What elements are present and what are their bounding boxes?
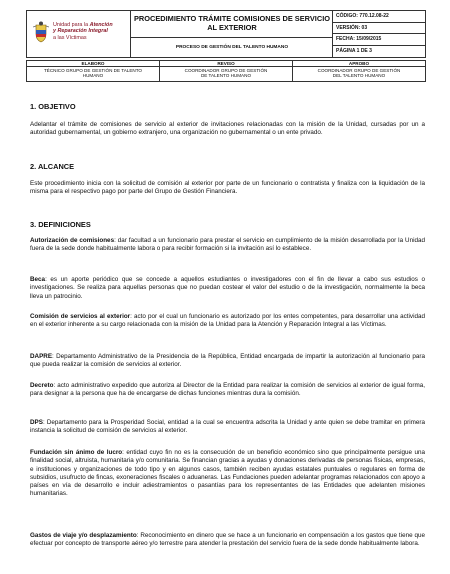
elaboro-role — [27, 67, 159, 79]
aprobo-role-line2: DEL TALENTO HUMANO — [332, 73, 386, 79]
section-alcance-heading: 2. ALCANCE — [30, 162, 75, 171]
aprobo-role-line1: COORDINADOR GRUPO DE GESTIÓN — [317, 68, 401, 73]
definition-autorizacion — [30, 237, 425, 254]
definition-comision — [30, 313, 425, 330]
section-definiciones-heading: 3. DEFINICIONES — [30, 220, 91, 229]
definition-term: DPS — [30, 419, 43, 426]
organization-logo-text — [53, 22, 129, 41]
org-line-4: a las Víctimas — [53, 34, 87, 41]
definition-term: Autorización de comisiones — [30, 237, 115, 244]
definition-term: Gastos de viaje y/o desplazamiento — [30, 532, 137, 539]
org-line-1: Unidad para la — [53, 22, 89, 28]
aprobo-column — [293, 61, 425, 81]
document-version: VERSIÓN: 03 — [333, 23, 426, 35]
document-code: CÓDIGO: 770.12.08-22 — [333, 11, 426, 23]
section-objetivo-text: Adelantar el trámite de comisiones de servicio al exterior de invitaciones relacionadas con la misión de la Unidad, cursadas por un a autoridad gubernamental, un gobierno extranjero, una organización no gubernamental o un ente privado. — [30, 121, 425, 137]
reviso-label: REVISO — [160, 61, 292, 67]
elaboro-label: ELABORO — [27, 61, 159, 67]
page-number: PÁGINA 1 DE 3 — [336, 47, 372, 54]
section-objetivo-heading: 1. OBJETIVO — [30, 102, 76, 111]
definition-text: : entidad cuyo fin no es la consecución de un beneficio económico sino que principalmente persigue una finalidad social, altruista, humanitaria y/o comunitaria. Se financian gracias a ayudas y donaciones derivadas de personas físicas, empresas, e instituciones y organizaciones de todo tipo y en algunos casos, también reciben ayudas estatales puntuales o regulares en forma de subsidios, usufructo de fincas, exoneraciones fiscales o aduaneras. Las Fundaciones pueden adelantar programas relacionados con apoyo a países en vía de desarrollo e incluir adiestramientos o pasantías para los representantes de las Entidades que adelanten misiones humanitarias. — [30, 449, 425, 498]
document-header — [26, 10, 426, 58]
definition-gastos-viaje — [30, 532, 425, 549]
definition-term: Comisión de servicios al exterior — [30, 313, 131, 320]
org-line-2: Atención — [89, 22, 113, 28]
process-name: PROCESO DE GESTIÓN DEL TALENTO HUMANO — [175, 45, 289, 50]
elaboro-role-line1: TÉCNICO GRUPO DE GESTIÓN DE TALENTO — [43, 68, 142, 73]
aprobo-role — [293, 67, 425, 79]
reviso-role-line2: DE TALENTO HUMANO — [200, 73, 252, 79]
definition-text: : dar facultad a un funcionario para prestar el servicio en cumplimiento de la misión desarrollada por la Unidad fuera de la sede donde habitualmente labora o para recibir formación si la invitación así lo establece. — [30, 237, 426, 253]
definition-beca — [30, 276, 425, 301]
reviso-column — [160, 61, 293, 81]
definition-term: Decreto — [30, 382, 54, 389]
elaboro-role-line2: HUMANO — [82, 73, 104, 79]
approval-table — [26, 60, 426, 82]
org-line-3: y Reparación Integral — [53, 28, 108, 35]
document-title: PROCEDIMIENTO TRÁMITE COMISIONES DE SERVICIO AL EXTERIOR — [131, 11, 333, 38]
definition-text: : Reconocimiento en dinero que se hace a un funcionario en compensación a los gastos que tiene que efectuar por concepto de transporte aéreo y/o terrestre para atender la prestación del servicio fuera de la sede donde habitualmente labora. — [30, 532, 425, 548]
reviso-role — [160, 67, 292, 79]
document-date: FECHA: 15/09/2015 — [333, 34, 426, 46]
elaboro-column — [27, 61, 160, 81]
section-alcance-text: Este procedimiento inicia con la solicitud de comisión al exterior por parte de un funcionario o contratista y finaliza con la liquidación de la misma para el respectivo pago por parte del Grupo de Gestión Financiera. — [30, 180, 425, 196]
definition-term: Fundación sin ánimo de lucro — [30, 449, 123, 456]
definition-text: : acto por el cual un funcionario es autorizado por los entes competentes, para desarrollar una actividad en el exterior inherente a su cargo relacionada con la misión de la Unidad para la Atención y Reparación Integral a las Víctimas. — [30, 313, 425, 329]
reviso-role-line1: COORDINADOR GRUPO DE GESTIÓN — [184, 68, 268, 73]
title-cell — [131, 11, 333, 57]
definition-dapre — [30, 353, 425, 370]
definition-text: : Departamento Administrativo de la Presidencia de la República, Entidad encargada de impartir la autorización al funcionario para que pueda realizar la comisión de servicios al exterior. — [30, 353, 425, 369]
definition-term: DAPRE — [30, 353, 53, 360]
definition-decreto — [30, 382, 425, 399]
logo-cell — [27, 11, 131, 57]
definition-text: : es un aporte periódico que se concede a aquellos estudiantes o investigadores con el fin de llevar a cabo sus estudios o investigaciones. Se realiza para aquellas personas que no puedan costear el valor del estudio o de la investigación, normalmente la beca lleva un patrocinio. — [30, 276, 425, 300]
definition-text: : Departamento para la Prosperidad Social, entidad a la cual se encuentra adscrita la Unidad y ante quien se debe tramitar en primera instancia la solicitud de comisión de servicios al exterior. — [30, 419, 425, 435]
coat-of-arms-icon — [33, 21, 49, 43]
definition-text: : acto administrativo expedido que autoriza al Director de la Entidad para realizar la comisión de servicios al exterior de igual forma, para designar a la persona que ha de encargarse de dichas funciones mientras dura la comisión. — [30, 382, 425, 398]
aprobo-label: APROBO — [293, 61, 425, 67]
meta-cell — [333, 11, 426, 57]
definition-dps — [30, 419, 425, 436]
definition-term: Beca — [30, 276, 46, 283]
definition-fundacion — [30, 449, 425, 499]
